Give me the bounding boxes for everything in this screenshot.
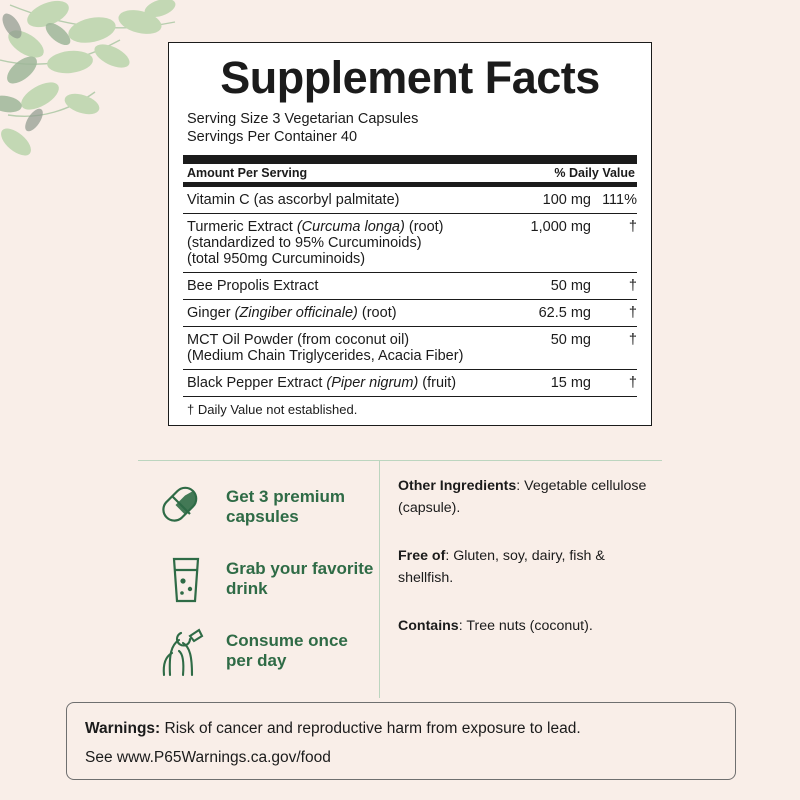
table-row (183, 300, 637, 327)
other-ingredients-text: : Vegetable cellulose (capsule). (398, 478, 647, 516)
table-row (183, 214, 637, 273)
table-row (183, 370, 637, 397)
other-ingredients-label: Other Ingredients (398, 478, 517, 494)
other-ingredients (398, 475, 662, 519)
nutrient-name: Bee Propolis Extract (183, 273, 495, 300)
prop65-warning-box (66, 702, 736, 780)
contains (398, 615, 662, 637)
nutrient-amount: 50 mg (495, 327, 591, 370)
nutrient-amount: 15 mg (550, 375, 591, 392)
nutrient-amount: 100 mg (495, 187, 591, 214)
nutrient-name: Turmeric Extract (Curcuma longa) (root) (standardized to 95% Curcuminoids) (total 950mg Curcuminoids) (183, 214, 495, 273)
usage-step (138, 471, 379, 543)
free-of (398, 545, 662, 589)
servings-per-container: Servings Per Container 40 (187, 129, 358, 146)
nutrient-daily-value: † (591, 273, 637, 300)
usage-step-label: Consume once per day (226, 630, 348, 670)
person-drinking-icon (158, 622, 214, 680)
warning-line-2: See www.P65Warnings.ca.gov/food (85, 748, 331, 766)
nutrient-amount: 62.5 mg (495, 300, 591, 327)
divider-thick (183, 155, 637, 164)
supplement-facts-panel (168, 42, 652, 426)
free-of-label: Free of (398, 548, 446, 564)
nutrient-daily-value: † (591, 214, 637, 273)
nutrient-name: Vitamin C (as ascorbyl palmitate) (183, 187, 495, 214)
nutrients-table-body (183, 187, 637, 396)
nutrient-daily-value: † (591, 300, 637, 327)
drink-glass-icon (158, 550, 214, 608)
warning-label: Warnings: (85, 720, 161, 737)
nutrients-table (183, 187, 637, 396)
column-header-amount: Amount Per Serving (187, 166, 308, 181)
nutrient-amount: 1,000 mg (495, 214, 591, 273)
table-row (183, 327, 637, 370)
table-header (183, 164, 637, 182)
usage-steps (138, 461, 380, 698)
contains-text: : Tree nuts (coconut). (458, 618, 593, 634)
contains-label: Contains (398, 618, 459, 634)
nutrient-name: Black Pepper Extract (Piper nigrum) (fruit) (187, 375, 457, 392)
nutrient-daily-value: † (591, 327, 637, 370)
ingredients-column (380, 461, 662, 698)
nutrient-amount: 50 mg (495, 273, 591, 300)
warning-line-1 (85, 715, 717, 744)
serving-size: Serving Size 3 Vegetarian Capsules (187, 111, 419, 127)
table-row (183, 273, 637, 300)
free-of-text: : Gluten, soy, dairy, fish & shellfish. (398, 548, 605, 586)
nutrient-daily-value: 111% (591, 187, 637, 214)
table-row (183, 187, 637, 214)
usage-step-label: Get 3 premium capsules (226, 486, 346, 526)
usage-step-label: Grab your favorite drink (226, 558, 374, 598)
nutrient-name: MCT Oil Powder (from coconut oil) (Medium Chain Triglycerides, Acacia Fiber) (183, 327, 495, 370)
nutrient-name: Ginger (Zingiber officinale) (root) (183, 300, 495, 327)
column-header-daily-value: % Daily Value (554, 166, 635, 181)
nutrient-daily-value: † (628, 375, 637, 392)
usage-step (138, 615, 379, 687)
page-title: Supplement Facts (220, 52, 600, 103)
daily-value-footnote: † Daily Value not established. (187, 402, 358, 418)
capsule-icon (158, 478, 214, 536)
warning-text: Risk of cancer and reproductive harm from exposure to lead. (160, 720, 581, 737)
usage-and-ingredients-section (138, 460, 662, 698)
usage-step (138, 543, 379, 615)
